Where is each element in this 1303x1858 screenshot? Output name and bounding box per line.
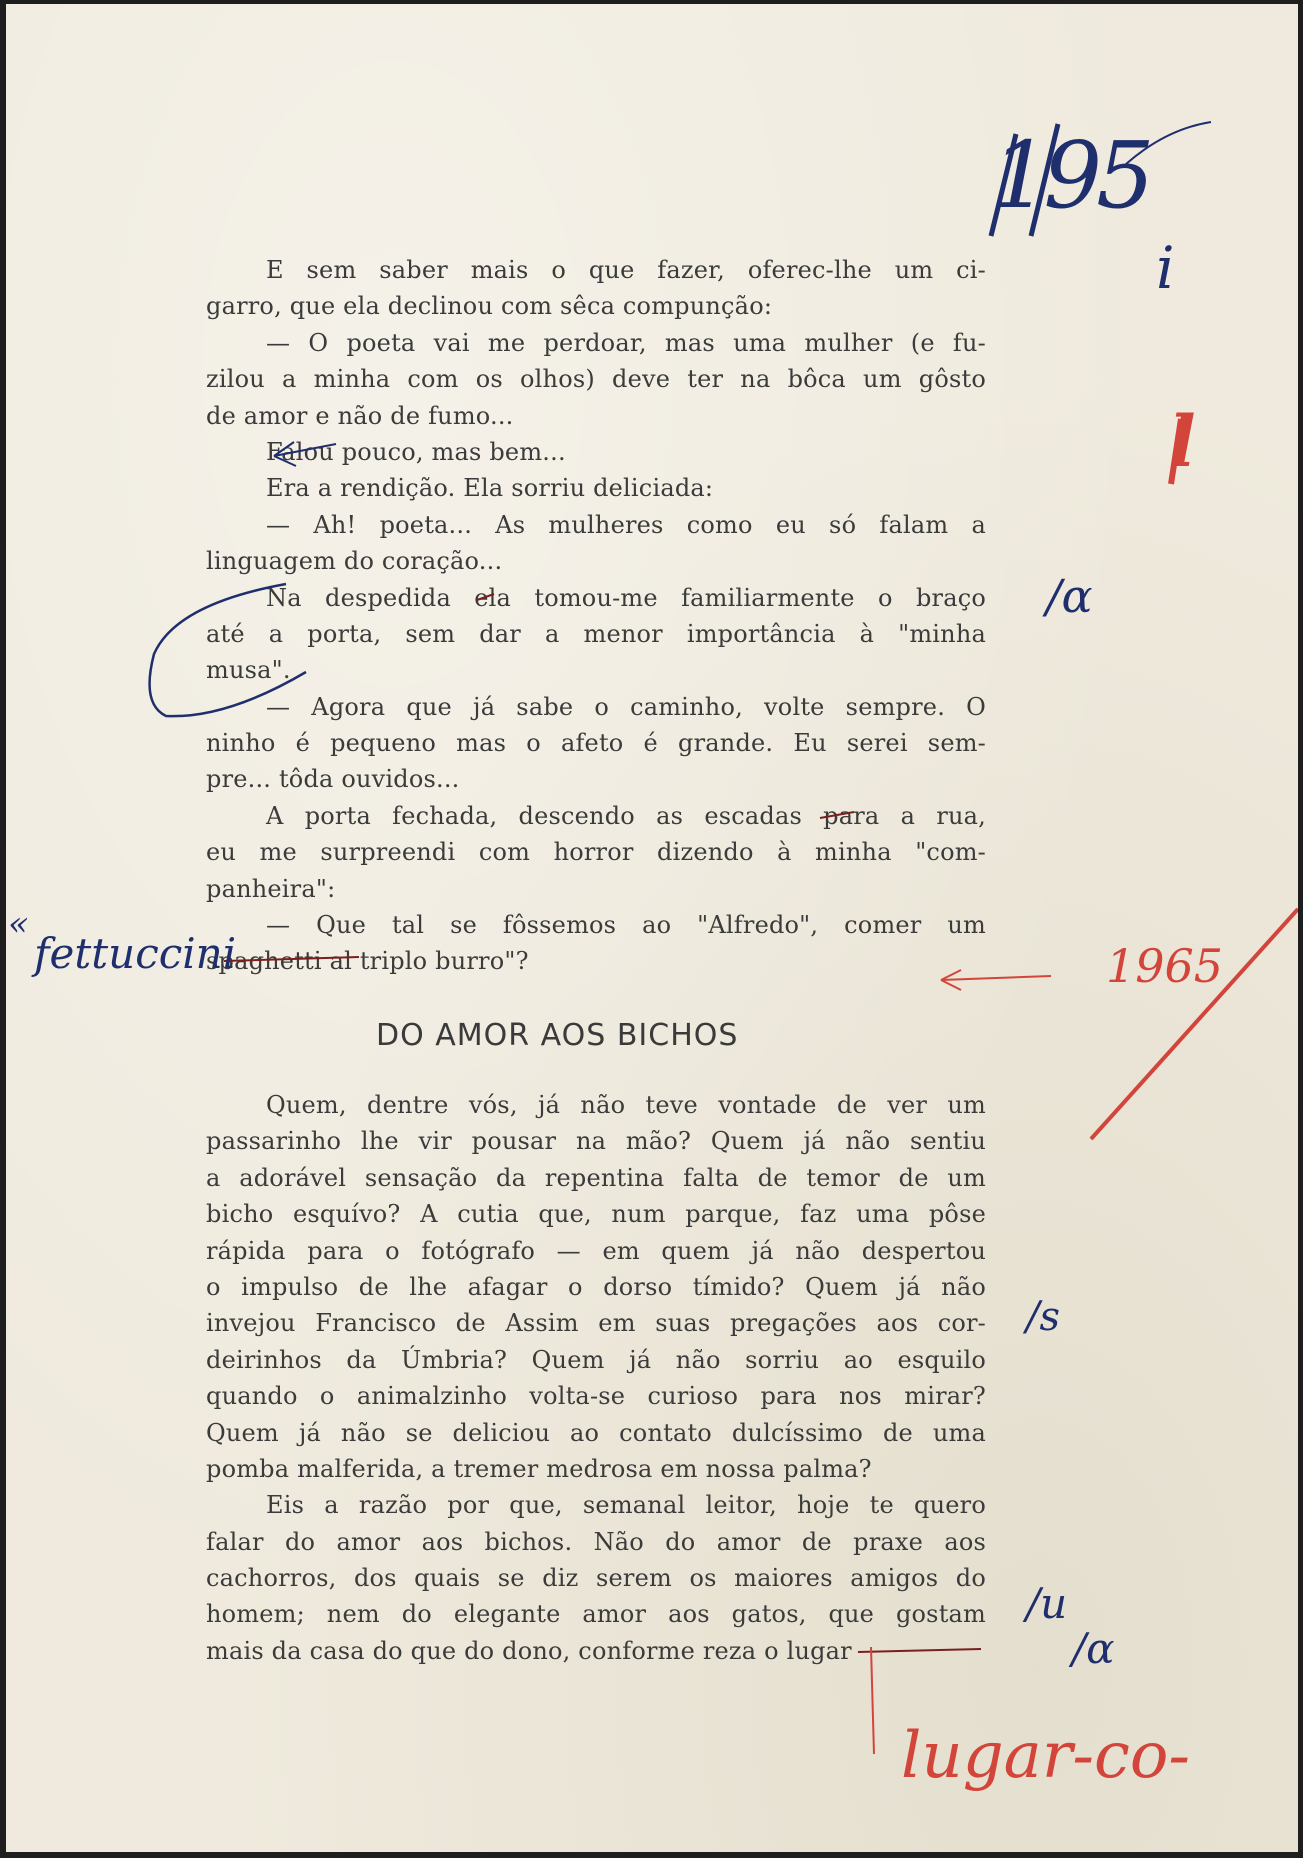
text-line: até a porta, sem dar a menor importância à "minha bbox=[206, 619, 986, 648]
text-line: eu me surpreendi com horror dizendo à minha "com- bbox=[206, 838, 986, 867]
text-line: spaghetti al triplo burro"? bbox=[206, 947, 529, 976]
manuscript-page bbox=[6, 4, 1298, 1852]
text-line: Quem, dentre vós, já não teve vontade de ver um bbox=[266, 1091, 986, 1119]
margin-note-lugar-co: lugar-co- bbox=[901, 1719, 1191, 1793]
text-line: mais da casa do que do dono, conforme reza o lugar bbox=[206, 1636, 852, 1665]
text-block-top bbox=[206, 252, 986, 980]
margin-note-u: /u bbox=[1026, 1579, 1068, 1628]
text-line: falar do amor aos bichos. Não do amor de praxe aos bbox=[206, 1527, 986, 1556]
text-line: — Agora que já sabe o caminho, volte sempre. O bbox=[266, 692, 986, 721]
text-line: bicho esquívo? A cutia que, num parque, faz uma pôse bbox=[206, 1200, 986, 1229]
text-line: pomba malferida, a tremer medrosa em nossa palma? bbox=[206, 1454, 872, 1483]
text-line: Era a rendição. Ela sorriu deliciada: bbox=[266, 474, 714, 503]
text-line: A porta fechada, descendo as escadas para a rua, bbox=[266, 801, 986, 830]
text-line: deirinhos da Úmbria? Quem já não sorriu ao esquilo bbox=[206, 1345, 986, 1374]
text-line: o impulso de lhe afagar o dorso tímido? Quem já não bbox=[206, 1272, 986, 1301]
section-title: DO AMOR AOS BICHOS bbox=[376, 1018, 739, 1053]
margin-note-i: i bbox=[1156, 234, 1175, 302]
text-line: passarinho lhe vir pousar na mão? Quem já não sentiu bbox=[206, 1127, 986, 1156]
text-line: pre... tôda ouvidos... bbox=[206, 765, 460, 794]
margin-note-year: 1965 bbox=[1106, 939, 1224, 993]
text-line: Quem já não se deliciou ao contato dulcíssimo de uma bbox=[206, 1418, 986, 1447]
text-line: — O poeta vai me perdoar, mas uma mulher (e fu- bbox=[266, 328, 986, 357]
text-line: a adorável sensação da repentina falta de temor de um bbox=[206, 1163, 986, 1192]
text-line: — Que tal se fôssemos ao "Alfredo", comer um bbox=[266, 911, 986, 940]
margin-note-ld: /ɑ bbox=[1046, 569, 1093, 623]
text-line: Falou pouco, mas bem... bbox=[266, 437, 566, 466]
text-block-bottom bbox=[206, 1087, 986, 1669]
folio-number: 195 bbox=[991, 122, 1149, 229]
margin-note-ld-2: /ɑ bbox=[1072, 1624, 1115, 1673]
margin-note-fettuccini: fettuccini bbox=[34, 929, 237, 978]
text-line: garro, que ela declinou com sêca compunção: bbox=[206, 292, 773, 321]
text-line: de amor e não de fumo... bbox=[206, 401, 514, 430]
margin-note-l: l bbox=[1169, 400, 1196, 483]
text-line: E sem saber mais o que fazer, oferec-lhe um ci- bbox=[266, 256, 986, 284]
text-line: zilou a minha com os olhos) deve ter na bôca um gôsto bbox=[206, 365, 986, 394]
quote-mark: « bbox=[8, 904, 29, 944]
text-line: Na despedida ela tomou-me familiarmente o braço bbox=[266, 583, 986, 612]
text-line: musa". bbox=[206, 656, 291, 685]
text-line: invejou Francisco de Assim em suas pregações aos cor- bbox=[206, 1309, 986, 1338]
margin-note-s: /s bbox=[1026, 1294, 1061, 1340]
text-line: rápida para o fotógrafo — em quem já não despertou bbox=[206, 1236, 986, 1265]
text-line: linguagem do coração... bbox=[206, 547, 503, 576]
text-line: panheira": bbox=[206, 874, 336, 903]
text-line: cachorros, dos quais se diz serem os maiores amigos do bbox=[206, 1564, 986, 1593]
text-line: ninho é pequeno mas o afeto é grande. Eu serei sem- bbox=[206, 729, 986, 758]
text-line: — Ah! poeta... As mulheres como eu só falam a bbox=[266, 510, 986, 539]
text-line: homem; nem do elegante amor aos gatos, que gostam bbox=[206, 1600, 986, 1629]
text-line: Eis a razão por que, semanal leitor, hoje te quero bbox=[266, 1491, 986, 1520]
text-line: quando o animalzinho volta-se curioso para nos mirar? bbox=[206, 1382, 986, 1411]
